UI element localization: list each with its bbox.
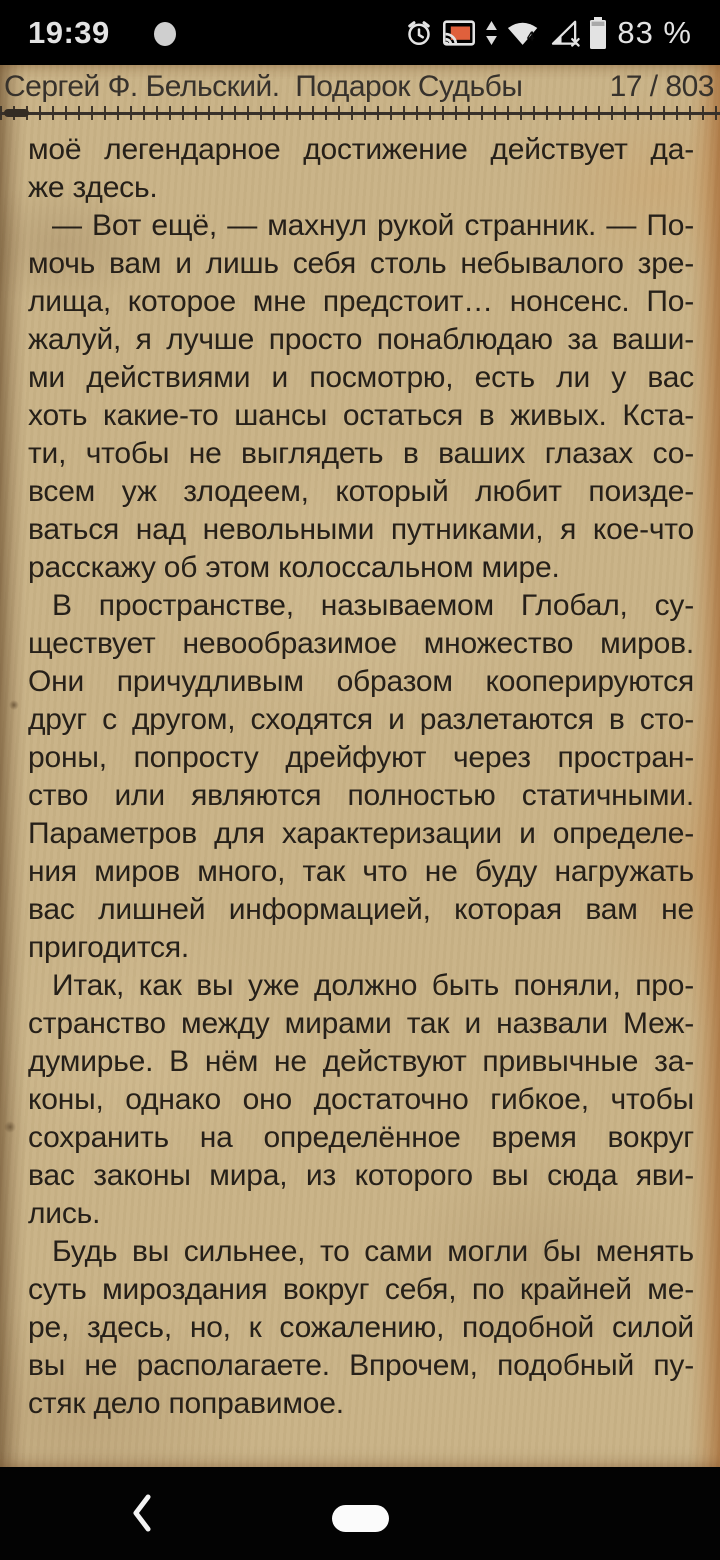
- wifi-number: 4: [527, 28, 535, 44]
- text-line: Будь вы сильнее, то сами могли бы менять: [52, 1235, 694, 1268]
- text-line: же здесь.: [28, 171, 158, 204]
- text-line: суть мироздания вокруг себя, по крайней ме-: [28, 1273, 694, 1306]
- no-signal-icon: [549, 16, 581, 50]
- back-button[interactable]: [126, 1491, 158, 1535]
- text-line: думирье. В нём не действуют привычные за-: [28, 1045, 694, 1078]
- text-line: ти, чтобы не выглядеть в ваших глазах со-: [28, 437, 694, 470]
- data-arrows-icon: [484, 16, 499, 50]
- text-line: вас законы мира, из которого вы сюда яви-: [28, 1159, 694, 1192]
- wifi-icon: [506, 16, 542, 50]
- notification-dot-icon: [154, 22, 176, 46]
- battery-icon: [588, 16, 608, 50]
- text-line: ществует невообразимое множество миров.: [28, 627, 694, 660]
- text-line: стяк дело поправимое.: [28, 1387, 344, 1420]
- text-line: пригодится.: [28, 931, 190, 964]
- text-line: хоть какие-то шансы остаться в живых. Кста-: [28, 399, 694, 432]
- clock-time: 19:39: [28, 14, 110, 50]
- text-line: лись.: [28, 1197, 101, 1230]
- text-line: ство или являются полностью статичными.: [28, 779, 694, 812]
- status-icons: [404, 15, 692, 51]
- text-line: мочь вам и лишь себя столь небывалого зре-: [28, 247, 694, 280]
- book-text[interactable]: [0, 122, 720, 1423]
- reader-header: [0, 65, 720, 104]
- cast-icon: [441, 16, 477, 50]
- reader-page[interactable]: [0, 65, 720, 1467]
- text-line: лища, которое мне предстоит… нонсенс. По-: [28, 285, 694, 318]
- text-line: ми действиями и посмотрю, есть ли у вас: [28, 361, 694, 394]
- text-line: роны, попросту дрейфуют через простран-: [28, 741, 694, 774]
- battery-percent: 83 %: [617, 14, 692, 50]
- text-line: вас лишней информацией, которая вам не: [28, 893, 694, 926]
- text-line: ре, здесь, но, к сожалению, подобной силой: [28, 1311, 694, 1344]
- alarm-icon: [404, 16, 434, 50]
- back-chevron-icon: [129, 1493, 155, 1533]
- status-bar: [0, 0, 720, 65]
- text-line: вы не располагаете. Впрочем, подобный пу-: [28, 1349, 694, 1382]
- book-title: Сергей Ф. Бельский. Подарок Судьбы: [4, 70, 523, 103]
- text-line: коны, однако оно достаточно гибкое, чтобы: [28, 1083, 694, 1116]
- progress-ruler[interactable]: [0, 105, 720, 122]
- text-line: друг с другом, сходятся и разлетаются в сто-: [28, 703, 694, 736]
- text-line: Параметров для характеризации и определе-: [28, 817, 694, 850]
- text-line: В пространстве, называемом Глобал, су-: [52, 589, 694, 622]
- text-line: сохранить на определённое время вокруг: [28, 1121, 694, 1154]
- page-indicator[interactable]: 17 / 803: [609, 70, 714, 103]
- ruler-line: [0, 112, 720, 115]
- text-line: странство между мирами так и назвали Меж-: [28, 1007, 694, 1040]
- text-line: моё легендарное достижение действует да-: [28, 133, 694, 166]
- text-line: всем уж злодеем, который любит поизде-: [28, 475, 694, 508]
- home-pill[interactable]: [332, 1505, 389, 1532]
- navigation-bar: [0, 1467, 720, 1560]
- progress-marker: [4, 109, 29, 117]
- text-line: ваться над невольными путниками, я кое-что: [28, 513, 694, 546]
- text-line: жалуй, я лучше просто понаблюдаю за ваши-: [28, 323, 694, 356]
- text-line: Итак, как вы уже должно быть поняли, про-: [52, 969, 694, 1002]
- text-line: Они причудливым образом кооперируются: [28, 665, 694, 698]
- text-line: расскажу об этом колоссальном мире.: [28, 551, 560, 584]
- text-line: ния миров много, так что не буду нагружать: [28, 855, 694, 888]
- text-line: — Вот ещё, — махнул рукой странник. — По-: [52, 209, 694, 242]
